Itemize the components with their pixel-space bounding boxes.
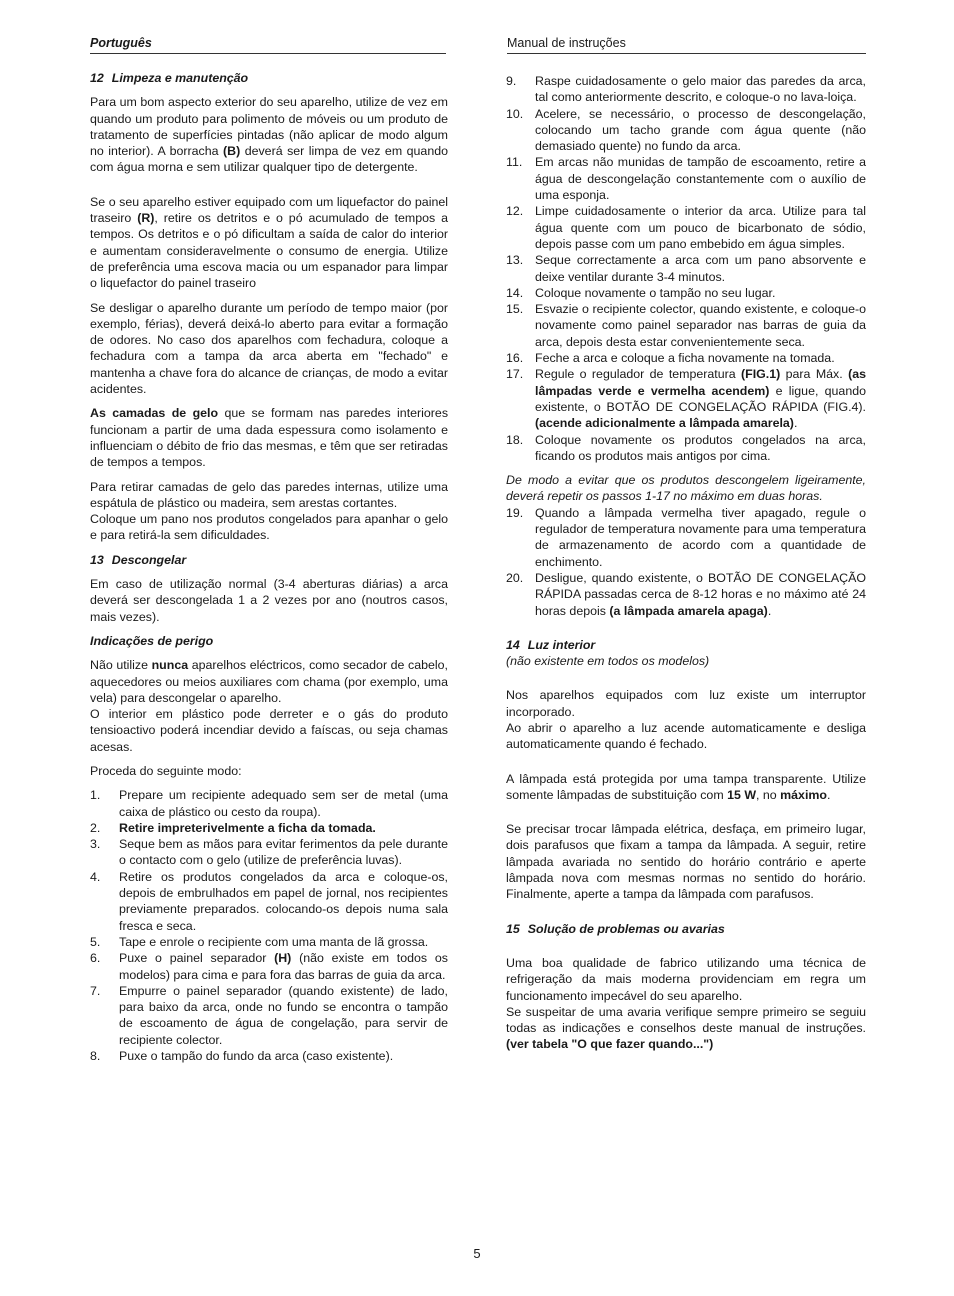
list-item: 14. Coloque novamente o tampão no seu lugar.: [506, 285, 776, 300]
section-heading-troubleshooting: [506, 921, 866, 937]
danger-paragraph-2: O interior em plástico pode derreter e o gás do produto tensioactivo poderá incendiar devido a faíscas, ou seja chamas acesas.: [90, 707, 448, 754]
list-item: 20. Desligue, quando existente, o BOTÃO DE CONGELAÇÃO RÁPIDA passadas cerca de 8-12 horas e no máximo até 24 horas depois (a lâmpada amarela apaga).: [506, 570, 866, 618]
list-item: 5. Tape e enrole o recipiente com uma manta de lã grossa.: [90, 934, 429, 949]
header-title: Manual de instruções: [507, 35, 866, 54]
troubleshooting-paragraph-2: Se suspeitar de uma avaria verifique sempre primeiro se seguiu todas as indicações e conselhos deste manual de instruções. (ver tabela "O que fazer quando..."): [506, 1004, 866, 1052]
light-subtitle: (não existente em todos os modelos): [506, 654, 710, 669]
list-item: 9. Raspe cuidadosamente o gelo maior das paredes da arca, tal como anteriormente descrito, e coloque-o no lava-loiça.: [506, 74, 866, 105]
cleaning-paragraph-3: Se desligar o aparelho durante um período de tempo maior (por exemplo, férias), deverá deixá-lo aberto para evitar a formação de odores. No caso dos aparelhos com fechadura, coloque a fechadura com a tampa da arca aberta em "fechado" e mantenha a chave fora do alcance de crianças, de modo a evitar acidentes.: [90, 300, 448, 397]
list-item: 19. Quando a lâmpada vermelha tiver apagado, regule o regulador de temperatura novamente para uma temperatura de armazenamento de acordo com a quantidade de enchimento.: [506, 505, 866, 569]
list-item: 7. Empurre o painel separador (quando existente) de lado, para baixo da arca, onde no fundo se encontra o tampão de escoamento de água de congelação, para servir de recipiente colector.: [90, 983, 448, 1047]
list-item: 2. Retire impreterivelmente a ficha da tomada.: [90, 820, 376, 835]
list-item: 17. Regule o regulador de temperatura (FIG.1) para Máx. (as lâmpadas verde e vermelha acendem) e ligue, quando existente, o BOTÃO DE CONGELAÇÃO RÁPIDA (FIG.4). (acende adicionalmente a lâmpada amarela).: [506, 367, 867, 431]
section-title: Descongelar: [111, 552, 187, 567]
cleaning-paragraph-5: Para retirar camadas de gelo das paredes internas, utilize uma espátula de plástico ou madeira, sem arestas cortantes.: [90, 479, 448, 510]
section-number: 15: [506, 921, 520, 936]
list-item: 12. Limpe cuidadosamente o interior da arca. Utilize para tal água quente com um pouco de bicarbonato de sódio, depois passe com um pano embebido em água simples.: [506, 204, 866, 251]
list-item: 13. Seque correctamente a arca com um pano absorvente e deixe ventilar durante 3-4 minutos.: [506, 253, 866, 284]
left-column: [90, 70, 448, 1072]
list-item: 15. Esvazie o recipiente colector, quando existente, e coloque-o novamente como painel separador nas barras de guia da arca, depois desta estar convenientemente seca.: [506, 302, 866, 349]
list-item: 16. Feche a arca e coloque a ficha novamente na tomada.: [506, 351, 835, 366]
list-item: 18. Coloque novamente os produtos congelados na arca, ficando os produtos mais antigos por cima.: [506, 432, 866, 463]
defrost-steps-list-right: [506, 73, 866, 464]
page-number: 5: [473, 1246, 481, 1261]
section-number: 12: [90, 71, 104, 85]
header-language: Português: [90, 35, 446, 54]
list-item: 4. Retire os produtos congelados da arca e coloque-os, depois de embrulhados em papel de jornal, nos recipientes previamente preparados. colocando-os depois numa sala fresca e seca.: [90, 869, 448, 933]
list-item: 1. Prepare um recipiente adequado sem ser de metal (uma caixa de plástico ou cesto da roupa).: [90, 788, 448, 819]
cleaning-paragraph-6: Coloque um pano nos produtos congelados para apanhar o gelo e para retirá-la sem dificuldades.: [90, 512, 448, 543]
list-item: 6. Puxe o painel separador (H) (não existe em todos os modelos) para cima e para fora das barras de guia da arca.: [90, 951, 448, 982]
light-paragraph-3: A lâmpada está protegida por uma tampa transparente. Utilize somente lâmpadas de substituição com 15 W, no máximo.: [506, 771, 866, 802]
right-column: [506, 73, 866, 1061]
light-paragraph-2: Ao abrir o aparelho a luz acende automaticamente e desliga automaticamente quando é fechado.: [506, 720, 866, 752]
cleaning-paragraph-2: Se o seu aparelho estiver equipado com um liquefactor do painel traseiro (R), retire os detritos e o pó acumulado de tempos a tempos. Os detritos e o pó dificultam a saída de calor do interior e aumentam consideravelmente o consumo de energia. Utilize de preferência uma escova macia ou um espanador para limpar o liquefactor do painel traseiro: [90, 194, 448, 291]
light-paragraph-1: Nos aparelhos equipados com luz existe um interruptor incorporado.: [506, 688, 866, 719]
section-number: 14: [506, 637, 520, 652]
defrost-note: De modo a evitar que os produtos descongelem ligeiramente, deverá repetir os passos 1-17 no máximo em duas horas.: [506, 473, 866, 504]
light-paragraph-4: Se precisar trocar lâmpada elétrica, desfaça, em primeiro lugar, dois parafusos que fixam a tampa da lâmpada. A seguir, retire lâmpada avariada no sentido do horário contrário e aperte lâmpada nova com mesmas normas no sentido do horário. Finalmente, aperte a tampa da lâmpada com parafusos.: [506, 822, 866, 902]
danger-heading: Indicações de perigo: [90, 633, 214, 648]
defrost-paragraph-1: Em caso de utilização normal (3-4 aberturas diárias) a arca deverá ser descongelada 1 a 2 vezes por ano (noutros casos, mais vezes).: [90, 577, 448, 624]
list-item: 10. Acelere, se necessário, o processo de descongelação, colocando um tacho grande com água quente (não demasiado quente) no fundo da arca.: [506, 106, 866, 154]
section-title: Luz interior: [527, 637, 596, 652]
defrost-steps-list-left: [90, 787, 448, 1064]
list-item: 8. Puxe o tampão do fundo da arca (caso existente).: [90, 1049, 394, 1064]
section-heading-cleaning: [90, 70, 448, 86]
section-title: Solução de problemas ou avarias: [527, 921, 725, 936]
section-title: Limpeza e manutenção: [111, 71, 249, 85]
section-heading-defrost: [90, 552, 448, 568]
proceed-text: Proceda do seguinte modo:: [90, 763, 242, 778]
cleaning-paragraph-1: Para um bom aspecto exterior do seu aparelho, utilize de vez em quando um produto para polimento de móveis ou um produto de tratamento de superfícies pintadas (não aplicar de modo algum no interior). A borracha (B) deverá ser limpa de vez em quando com água morna e sem utilizar qualquer tipo de detergente.: [90, 95, 448, 175]
danger-paragraph-1: Não utilize nunca aparelhos eléctricos, como secador de cabelo, aquecedores ou meios auxiliares com chama (por exemplo, uma vela) para descongelar o aparelho.: [90, 658, 448, 705]
troubleshooting-paragraph-1: Uma boa qualidade de fabrico utilizando uma técnica de refrigeração da mais moderna providenciam em regra um funcionamento impecável do seu aparelho.: [506, 955, 866, 1003]
section-number: 13: [90, 552, 104, 567]
cleaning-paragraph-4: As camadas de gelo que se formam nas paredes interiores funcionam a partir de uma dada espessura como isolamento e influenciam o débito de frio das mesmas, e têm que ser retiradas de tempos a tempos.: [90, 406, 449, 470]
list-item: 11. Em arcas não munidas de tampão de escoamento, retire a água de descongelação constantemente com o auxílio de uma esponja.: [506, 155, 866, 203]
defrost-steps-list-right-2: [506, 505, 866, 619]
section-heading-light: [506, 637, 866, 653]
list-item: 3. Seque bem as mãos para evitar ferimentos da pele durante o contacto com o gelo (utilize de preferência luvas).: [90, 837, 448, 868]
